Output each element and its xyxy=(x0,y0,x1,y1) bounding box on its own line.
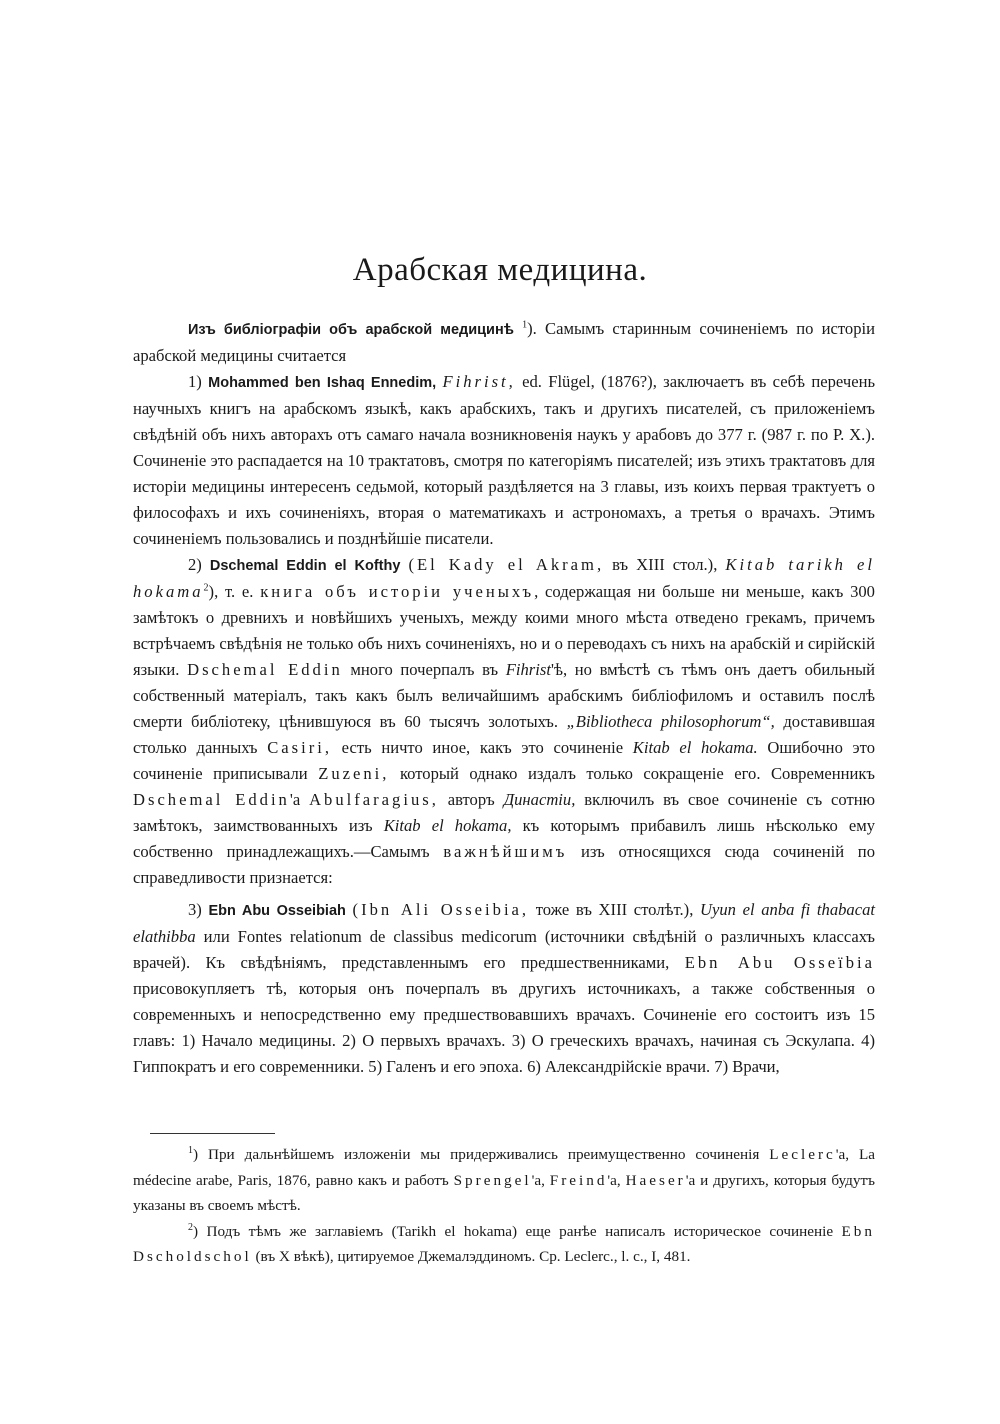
footnote-2 xyxy=(133,1219,875,1270)
entry-2-text-12: къ которымъ прибавилъ лишь нѣсколько ему собственно принадлежащихъ.—Самымъ xyxy=(133,816,876,861)
entry-2-kitab-2: Kitab el hokama, xyxy=(383,816,512,835)
entry-2-dschemal: Dschemal Eddin xyxy=(133,790,290,809)
entry-2-paragraph xyxy=(133,552,875,891)
entry-2-name: Dschemal Eddin xyxy=(187,660,343,679)
footnote-1 xyxy=(133,1142,875,1219)
entry-2-work: Kitab tarikh el hokama xyxy=(133,555,875,601)
entry-2-casiri: Casiri, xyxy=(267,738,332,757)
footnote-1-text-c: 'a, xyxy=(531,1171,545,1189)
entry-2-text-7: Ошибочно это сочиненіе приписывали xyxy=(133,738,875,783)
entry-2-text-5: доставившая столько данныхъ xyxy=(133,712,875,757)
entry-3-author: Ebn Abu Osseibiah xyxy=(208,903,346,919)
entry-1-author: Mohammed ben Ishaq Ennedim, xyxy=(208,375,437,391)
entry-2-text-3: много почерпалъ въ xyxy=(350,660,499,679)
page-title: Арабская медицина. xyxy=(352,252,648,288)
entry-2-bibliotheca: „Bibliotheca philosophorum“, xyxy=(566,712,775,731)
entry-2-century: въ XIII стол.), xyxy=(612,555,718,574)
footnote-2-text-a: ) Подъ тѣмъ же заглавіемъ (Tarikh el hokama) еще ранѣе написалъ историческое сочиненіе xyxy=(193,1222,834,1240)
main-text xyxy=(133,316,875,1080)
entry-1-work: Fihrist, xyxy=(442,372,516,391)
footnotes xyxy=(133,1142,875,1270)
footnote-2-mark: 2 xyxy=(188,1221,193,1233)
footnote-ref-1[interactable]: 1 xyxy=(522,319,528,331)
footnote-1-freind: Freind xyxy=(549,1171,608,1189)
entry-2-text-2: , содержащая ни больше ни меньше, какъ 300 замѣтокъ о древнихъ и новѣйшихъ ученыхъ, между коими много мѣста отведено грекамъ, причемъ встрѣчаемъ свѣдѣнія не только объ нихъ сочиненіяхъ, но и о переводахъ съ нихъ на арабскій и сирійскій языки. xyxy=(133,582,875,679)
entry-3-work: Uyun el anba fi thabacat elathibba xyxy=(133,900,875,946)
footnote-1-sprengel: Sprengel xyxy=(453,1171,532,1189)
entry-3-text-2: присовокупляетъ тѣ, которыя онъ почерпалъ въ другихъ источникахъ, а также собственныя о современныхъ и непосредственно ему предшествовавшихъ врачахъ. Сочиненіе его состоитъ изъ 15 главъ: 1) Начало медицины. 2) О первыхъ врачахъ. 3) О греческихъ врачахъ, начиная съ Эскулапа. 4) Гиппократъ и его современники. 5) Галенъ и его эпоха. 6) Александрійскіе врачи. 7) Врачи, xyxy=(133,979,875,1076)
intro-paragraph xyxy=(133,316,875,369)
footnote-1-text-b: 'a, La médecine arabe, Paris, 1876, равно какъ и работъ xyxy=(133,1146,876,1189)
footnote-2-ebn: Ebn Dscholdschol xyxy=(133,1222,875,1265)
entry-2-dynasty: Династіи, xyxy=(503,790,576,809)
footnote-1-mark: 1 xyxy=(188,1144,193,1156)
entry-2-alias: (El Kady el Akram, xyxy=(408,555,605,574)
footnote-2-text-b: (въ X вѣкѣ), цитируемое Джемалэддиномъ. Ср. Leclerc., l. c., I, 481. xyxy=(255,1248,691,1265)
footnote-1-haeser: Haeser xyxy=(625,1171,686,1189)
entry-1-paragraph xyxy=(133,369,875,552)
intro-heading: Изъ библіографіи объ арабской медицинѣ xyxy=(188,322,514,338)
footnote-1-leclerc: Leclerc xyxy=(769,1146,836,1163)
entry-1-editor: ed. Flügel, xyxy=(522,372,595,391)
entry-2-text-13: изъ относящихся сюда сочиненій по справедливости признается: xyxy=(133,842,875,887)
entry-2-kitab: Kitab el hokama. xyxy=(632,738,758,757)
entry-1-text: (1876?), заключаетъ въ себѣ перечень научныхъ книгъ на арабскомъ языкѣ, какъ арабскихъ, такъ и другихъ писателей, съ приложеніемъ свѣдѣній объ нихъ авторахъ отъ самаго начала возникновенія наукъ у арабовъ до 377 г. (987 г. по Р. X.). Сочиненіе это распадается на 10 трактатовъ, смотря по категоріямъ писателей; изъ этихъ трактатовъ для исторіи медицины интересенъ седьмой, который раздѣляется на 3 главы, изъ коихъ первая трактуетъ о философахъ и ихъ сочиненіяхъ, вторая о математикахъ и астрономахъ, а третья о врачахъ. Этимъ сочиненіемъ пользовались и позднѣйшіе писатели. xyxy=(133,372,876,548)
entry-2-text-1: ), т. е. xyxy=(208,582,254,601)
entry-3-name: Ebn Abu Osseïbia xyxy=(684,953,875,972)
entry-3-century: тоже въ XIII столѣт.), xyxy=(535,900,694,919)
footnote-1-text-e: 'a и другихъ, которыя будутъ указаны въ своемъ мѣстѣ. xyxy=(133,1171,875,1214)
footnote-1-text-a: ) При дальнѣйшемъ изложеніи мы придерживались преимущественно сочиненія xyxy=(193,1146,760,1163)
entry-2-text-9: 'a xyxy=(289,790,301,809)
entry-2-abulfaragius: Abulfaragius, xyxy=(309,790,439,809)
entry-3-alias: (Ibn Ali Osseibia, xyxy=(352,900,530,919)
entry-2-text-10: авторъ xyxy=(447,790,495,809)
entry-2-text-8: который однако издалъ только сокращеніе его. Современникъ xyxy=(399,764,875,783)
entry-3-paragraph xyxy=(133,897,875,1080)
entry-1-number: 1) xyxy=(188,372,202,391)
entry-2-number: 2) xyxy=(188,555,202,574)
entry-2-author: Dschemal Eddin el Kofthy xyxy=(209,558,401,574)
footnote-divider xyxy=(150,1133,275,1134)
footnote-ref-2[interactable]: 2 xyxy=(203,582,209,594)
entry-3-text-1: или Fontes relationum de classibus medicorum (источники свѣдѣній о различныхъ классахъ врачей). Къ свѣдѣніямъ, представленнымъ его предшественниками, xyxy=(133,927,875,972)
entry-2-text-6: есть ничто иное, какъ это сочиненіе xyxy=(341,738,624,757)
footnote-1-text-d: 'a, xyxy=(607,1171,621,1189)
entry-2-text-11: включилъ въ свое сочиненіе съ сотню замѣтокъ, заимствованныхъ изъ xyxy=(133,790,875,835)
entry-2-important: важнѣйшимъ xyxy=(443,842,568,861)
entry-2-zuzeni: Zuzeni, xyxy=(318,764,390,783)
entry-2-fihrist-ref: Fihrist xyxy=(505,660,551,679)
intro-text: ). Самымъ старинным сочиненіемъ по исторіи арабской медицины считается xyxy=(133,319,875,365)
entry-2-gloss: книга объ исторіи ученыхъ xyxy=(260,582,535,601)
entry-3-number: 3) xyxy=(188,900,202,919)
entry-2-text-4: 'ѣ, но вмѣстѣ съ тѣмъ онъ даетъ обильный собственный матеріалъ, такъ какъ былъ величайшимъ арабскимъ библіофиломъ и оставилъ послѣ смерти библіотеку, цѣнившуюся въ 60 тысячъ золотыхъ. xyxy=(133,660,875,731)
